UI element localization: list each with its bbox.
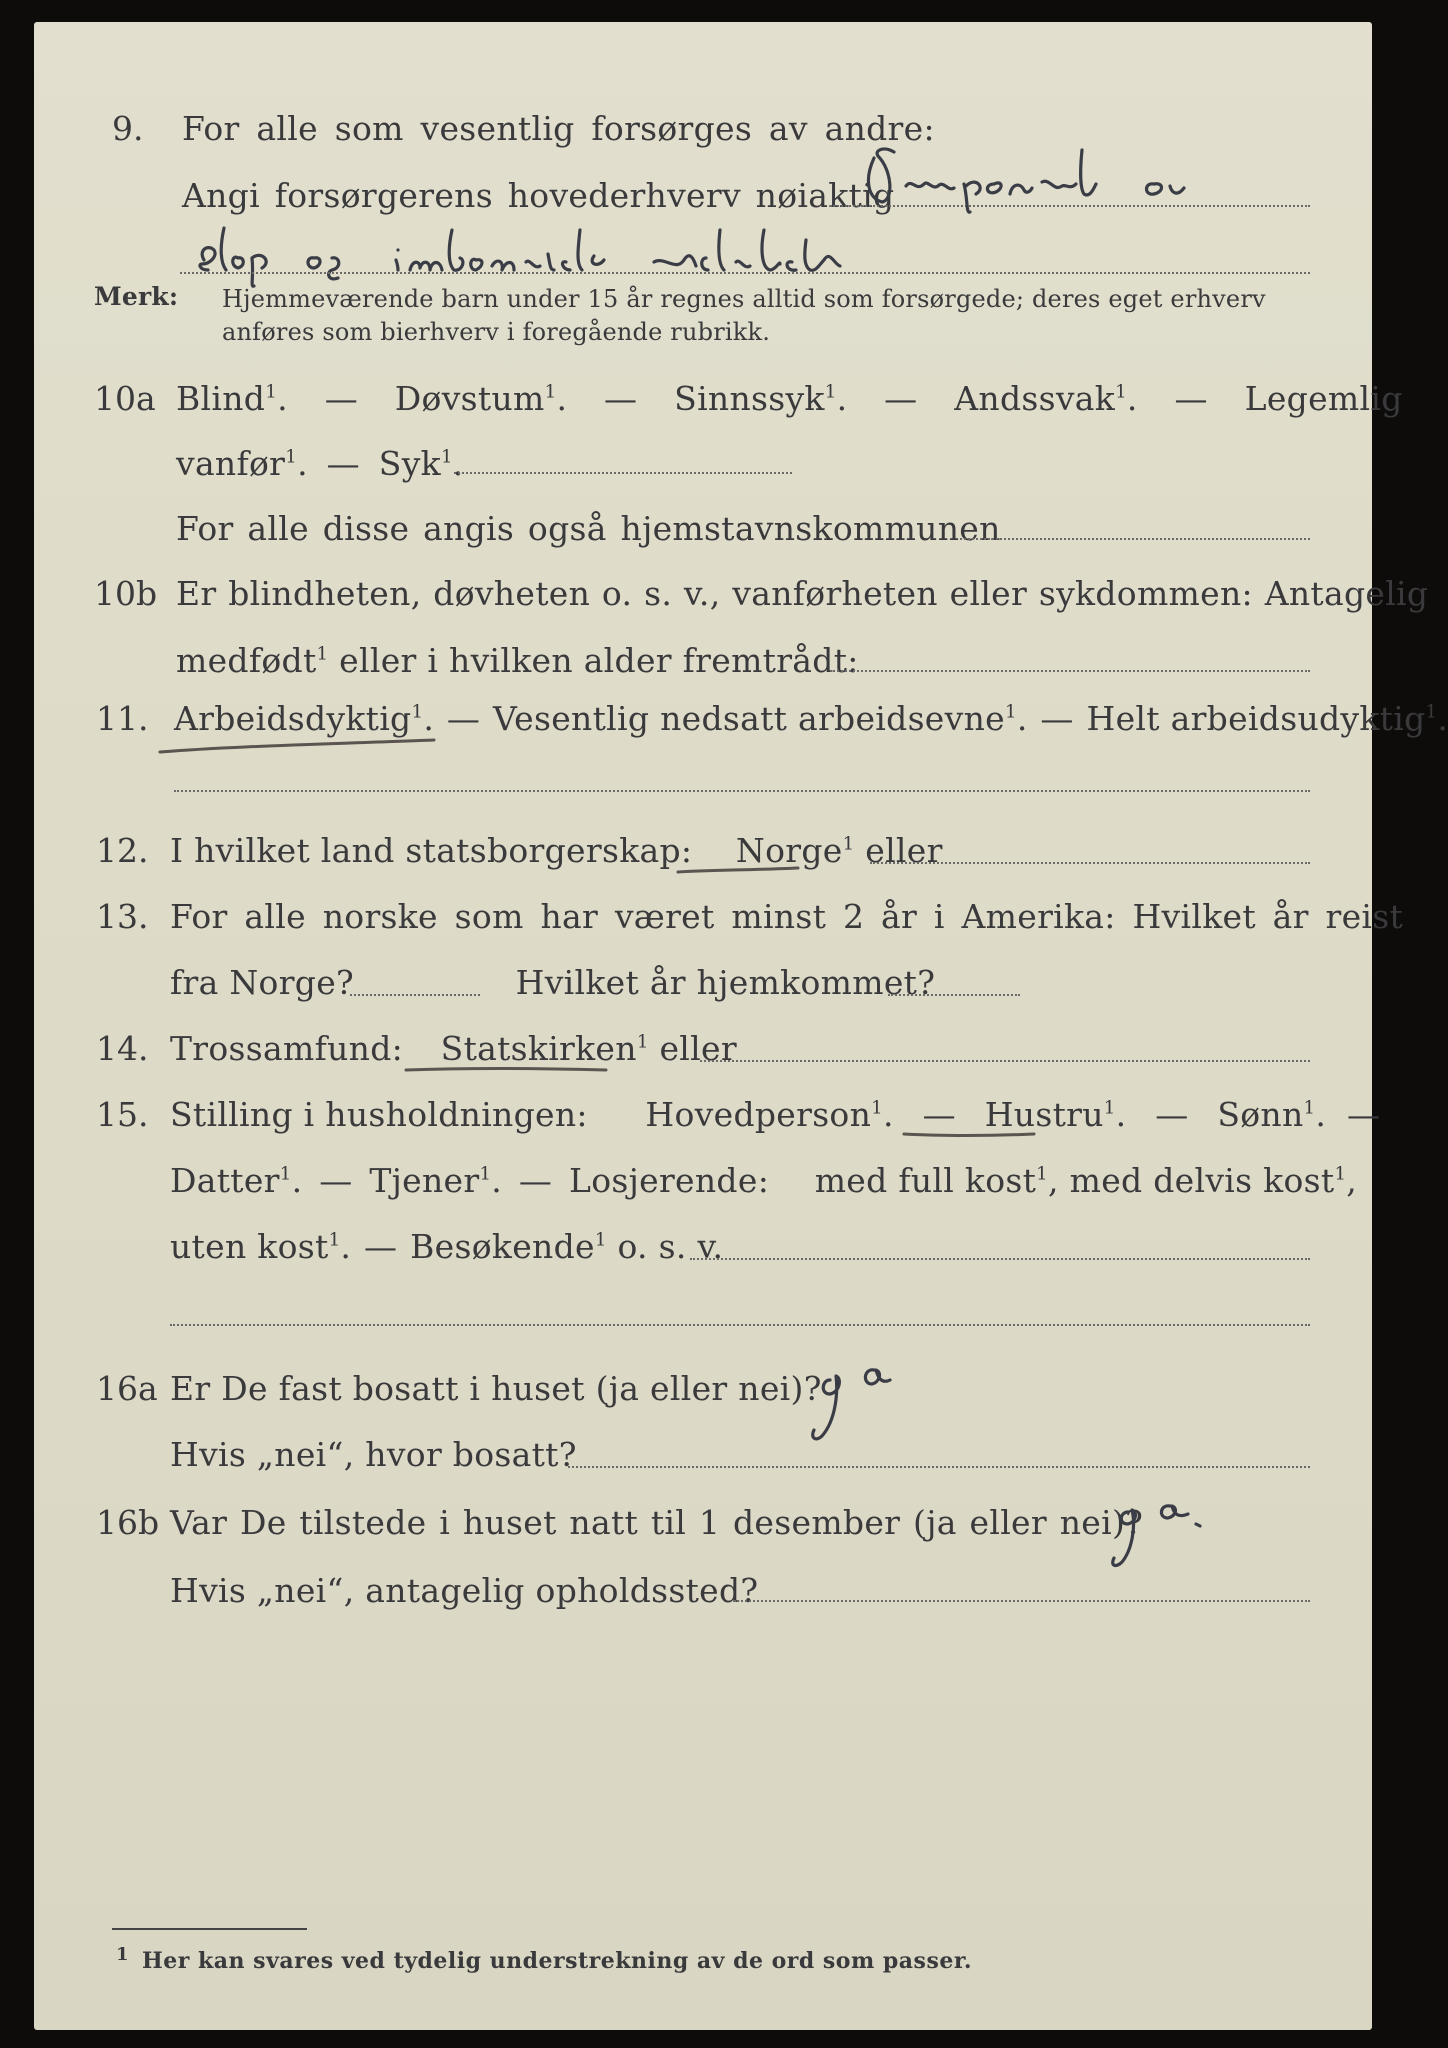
q16a-line2: Hvis „nei“, hvor bosatt? — [170, 1435, 577, 1474]
q16a-handwritten-answer — [800, 1340, 910, 1450]
footnote-text: Her kan svares ved tydelig understrekning av de ord som passer. — [142, 1948, 973, 1974]
q16a-line1: Er De fast bosatt i huset (ja eller nei)? — [170, 1369, 822, 1408]
q15-answer-line-1 — [690, 1258, 1310, 1260]
q15-text: Stilling i husholdningen: — [170, 1095, 588, 1134]
option-datter: Datter — [170, 1161, 280, 1200]
merk-label: Merk: — [94, 282, 179, 311]
q15-answer-line-2 — [170, 1324, 1310, 1326]
q13-number: 13. — [96, 897, 149, 936]
q11-line1: Arbeidsdyktig$^1$. — Vesentlig nedsatt arbeidsevne$^1$. — Helt arbeidsudyktig$^1$. — [174, 699, 1448, 738]
q10b-answer-line — [830, 670, 1310, 672]
q14-number: 14. — [96, 1029, 149, 1068]
q15-underline-hustru — [900, 1126, 1040, 1146]
option-dovstum: Døvstum — [394, 379, 545, 418]
q11-underline-arbeidsdyktig — [154, 730, 444, 760]
q12-eller: eller — [865, 831, 943, 870]
footnote-rule — [112, 1928, 307, 1930]
q14-line: Trossamfund: Statskirken$^1$ eller — [170, 1029, 737, 1068]
q13-line2 — [170, 963, 936, 1002]
q9-line1: For alle som vesentlig forsørges av andre: — [182, 109, 935, 148]
option-uten-kost: uten kost — [170, 1227, 329, 1266]
option-losjerende: Losjerende: — [569, 1161, 770, 1200]
footnote-mark: 1 — [116, 1944, 130, 1965]
option-besokende: Besøkende — [410, 1227, 595, 1266]
q14-eller: eller — [659, 1029, 737, 1068]
q10a-line2: vanfør$^1$. — Syk$^1$. — [176, 444, 464, 483]
q10b-line2-rest: eller i hvilken alder fremtrådt: — [339, 641, 859, 680]
q15-number: 15. — [96, 1095, 149, 1134]
q10a-number: 10a — [94, 379, 156, 418]
q10a-line3: For alle disse angis også hjemstavnskommunen — [176, 509, 1001, 548]
merk-line1: Hjemmeværende barn under 15 år regnes alltid som forsørgede; deres eget erhverv — [222, 285, 1266, 313]
q9-handwritten-answer-2 — [184, 220, 1004, 290]
merk-line2: anføres som bierhverv i foregående rubrikk. — [222, 318, 771, 346]
option-sinnssyk: Sinnssyk — [674, 379, 825, 418]
census-form-page — [34, 22, 1448, 2030]
q14-text: Trossamfund: — [170, 1029, 404, 1068]
q11-answer-line — [174, 790, 1310, 792]
q13-fra-norge: fra Norge? — [170, 963, 355, 1002]
option-sonn: Sønn — [1217, 1095, 1304, 1134]
q13-answer-line-2 — [888, 994, 1020, 996]
q9-number: 9. — [112, 109, 144, 148]
option-arbeidsdyktig: Arbeidsdyktig — [174, 699, 412, 738]
option-tjener: Tjener — [369, 1161, 480, 1200]
q9-line2: Angi forsørgerens hovederhverv nøiaktig — [182, 176, 895, 215]
q13-hjemkommet: Hvilket år hjemkommet? — [515, 963, 936, 1002]
q13-line1: For alle norske som har været minst 2 år i Amerika: Hvilket år reist — [170, 897, 1404, 936]
q16b-answer-line — [734, 1600, 1310, 1602]
option-delvis-kost: med delvis kost — [1069, 1161, 1335, 1200]
q16b-number: 16b — [96, 1503, 160, 1542]
option-norge: Norge — [735, 831, 843, 870]
option-blind: Blind — [176, 379, 266, 418]
option-full-kost: med full kost — [814, 1161, 1037, 1200]
q10b-line1: Er blindheten, døvheten o. s. v., vanførheten eller sykdommen: Antagelig — [176, 574, 1429, 613]
q10a-line1: Blind$^1$. — Døvstum$^1$. — Sinnssyk$^1$. — Andssvak$^1$. — Legemlig — [176, 379, 1403, 418]
option-syk: Syk — [378, 444, 441, 483]
q14-answer-line — [700, 1060, 1310, 1062]
q10b-line2: medfødt$^1$ eller i hvilken alder fremtrådt: — [176, 641, 859, 680]
option-vanfor: vanfør — [176, 444, 286, 483]
q12-underline-norge — [674, 862, 804, 882]
q12-answer-line — [870, 862, 1310, 864]
q12-text: I hvilket land statsborgerskap: — [170, 831, 693, 870]
q16b-line1: Var De tilstede i huset natt til 1 desember (ja eller nei)? — [170, 1503, 1144, 1542]
option-legemlig: Legemlig — [1244, 379, 1403, 418]
option-statskirken: Statskirken — [440, 1029, 637, 1068]
q16a-number: 16a — [96, 1369, 158, 1408]
option-hustru: Hustru — [984, 1095, 1104, 1134]
q15-line1: Stilling i husholdningen: Hovedperson$^1$. — Hustru$^1$. — Sønn$^1$. — — [170, 1095, 1381, 1134]
q13-answer-line-1 — [350, 994, 480, 996]
q16b-line2: Hvis „nei“, antagelig opholdssted? — [170, 1571, 759, 1610]
option-vesentlig-nedsatt: Vesentlig nedsatt arbeidsevne — [493, 699, 1005, 738]
q15-line2: Datter$^1$. — Tjener$^1$. — Losjerende: med full kost$^1$, med delvis kost$^1$, — [170, 1161, 1358, 1200]
q10a-answer-line-2 — [960, 538, 1310, 540]
q15-osv: o. s. v. — [617, 1227, 724, 1266]
q10b-number: 10b — [94, 574, 158, 613]
option-andssvak: Andssvak — [954, 379, 1116, 418]
q9-handwritten-answer-1 — [854, 140, 1314, 220]
q16a-answer-line — [568, 1466, 1310, 1468]
q15-line3: uten kost$^1$. — Besøkende$^1$ o. s. v. — [170, 1227, 724, 1266]
option-hovedperson: Hovedperson — [645, 1095, 872, 1134]
q16b-handwritten-answer — [1098, 1482, 1218, 1592]
q12-number: 12. — [96, 831, 149, 870]
q10a-answer-line-1 — [454, 472, 792, 474]
q11-number: 11. — [96, 699, 149, 738]
q9-answer-line-2 — [180, 272, 1310, 274]
q12-line: I hvilket land statsborgerskap: Norge$^1$ eller — [170, 831, 943, 870]
q14-underline-statskirken — [402, 1060, 612, 1080]
option-helt-udyktig: Helt arbeidsudyktig — [1086, 699, 1426, 738]
option-medfodt: medfødt — [176, 641, 317, 680]
